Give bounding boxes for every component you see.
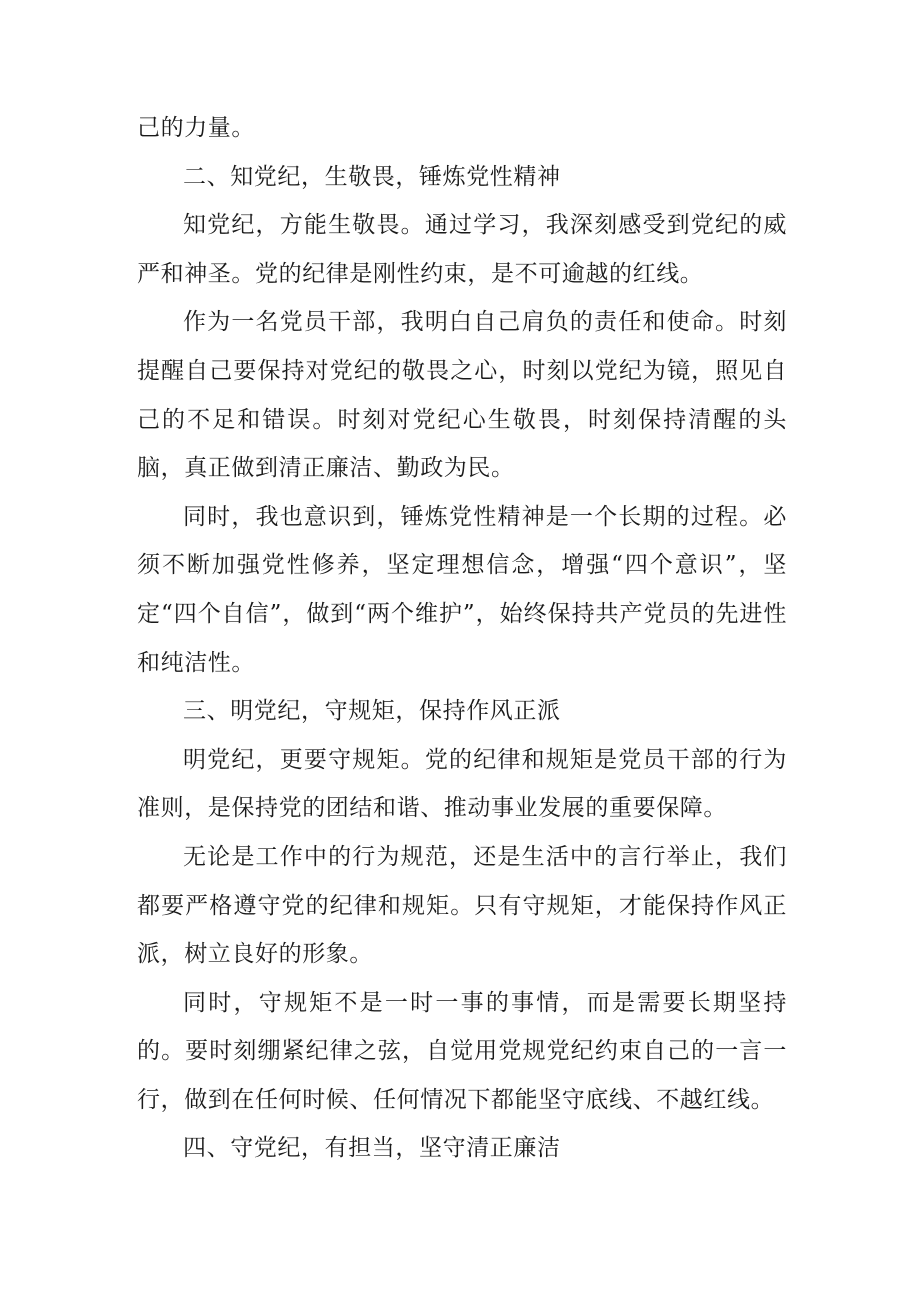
document-body (137, 104, 787, 1173)
paragraph: 同时，守规矩不是一时一事的事情，而是需要长期坚持的。要时刻绷紧纪律之弦，自觉用党规党纪约束自己的一言一行，做到在任何时候、任何情况下都能坚守底线、不越红线。 (137, 989, 787, 1113)
paragraph: 明党纪，更要守规矩。党的纪律和规矩是党员干部的行为准则，是保持党的团结和谐、推动事业发展的重要保障。 (137, 746, 787, 822)
paragraph: 无论是工作中的行为规范，还是生活中的言行举止，我们都要严格遵守党的纪律和规矩。只有守规矩，才能保持作风正派，树立良好的形象。 (137, 843, 787, 968)
section-heading-4: 四、守党纪，有担当，坚守清正廉洁 (183, 1135, 561, 1162)
paragraph-continuation: 己的力量。 (137, 115, 255, 141)
section-heading-3: 三、明党纪，守规矩，保持作风正派 (183, 698, 561, 725)
paragraph: 知党纪，方能生敬畏。通过学习，我深刻感受到党纪的威严和神圣。党的纪律是刚性约束，是不可逾越的红线。 (137, 212, 787, 287)
paragraph: 同时，我也意识到，锤炼党性精神是一个长期的过程。必须不断加强党性修养，坚定理想信念，增强“四个意识”，坚定“四个自信”，做到“两个维护”，始终保持共产党员的先进性和纯洁性。 (137, 503, 787, 676)
paragraph: 作为一名党员干部，我明白自己肩负的责任和使命。时刻提醒自己要保持对党纪的敬畏之心，时刻以党纪为镜，照见自己的不足和错误。时刻对党纪心生敬畏，时刻保持清醒的头脑，真正做到清正廉洁、勤政为民。 (137, 309, 787, 482)
section-heading-2: 二、知党纪，生敬畏，锤炼党性精神 (183, 163, 561, 190)
